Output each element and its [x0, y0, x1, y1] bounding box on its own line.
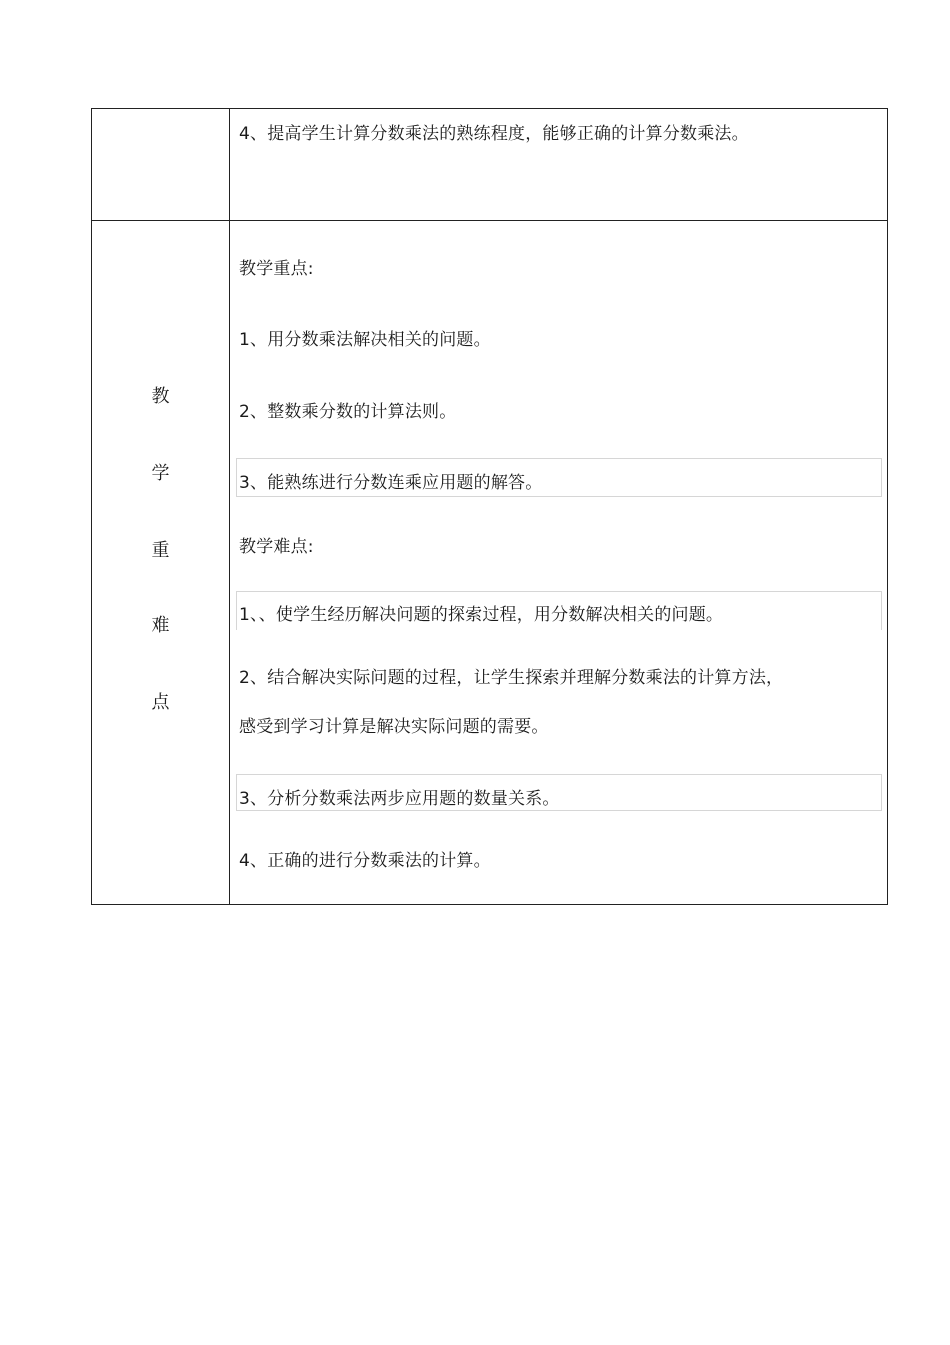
column-divider — [229, 109, 230, 904]
difficult-points-heading: 教学难点: — [239, 537, 314, 557]
key-point-item: 2、整数乘分数的计算法则。 — [239, 402, 457, 422]
difficult-point-item: 2、结合解决实际问题的过程，让学生探索并理解分数乘法的计算方法， — [239, 668, 784, 688]
key-points-heading: 教学重点: — [239, 259, 314, 279]
difficult-point-item: 1、、使学生经历解决问题的探索过程，用分数解决相关的问题。 — [239, 605, 724, 625]
objectives-row — [92, 109, 887, 221]
label-char-2: 学 — [151, 463, 170, 484]
objective-item-4: 4、提高学生计算分数乘法的熟练程度，能够正确的计算分数乘法。 — [239, 124, 749, 144]
difficult-point-item: 4、正确的进行分数乘法的计算。 — [239, 851, 491, 871]
label-char-5: 点 — [151, 692, 170, 713]
lesson-plan-table — [91, 108, 888, 905]
difficult-point-item-continued: 感受到学习计算是解决实际问题的需要。 — [239, 717, 549, 737]
key-point-item: 1、用分数乘法解决相关的问题。 — [239, 330, 491, 350]
key-point-item: 3、能熟练进行分数连乘应用题的解答。 — [239, 473, 543, 493]
difficult-point-item: 3、分析分数乘法两步应用题的数量关系。 — [239, 789, 560, 809]
label-char-3: 重 — [151, 540, 170, 561]
label-char-4: 难 — [151, 615, 170, 636]
label-char-1: 教 — [151, 386, 170, 407]
